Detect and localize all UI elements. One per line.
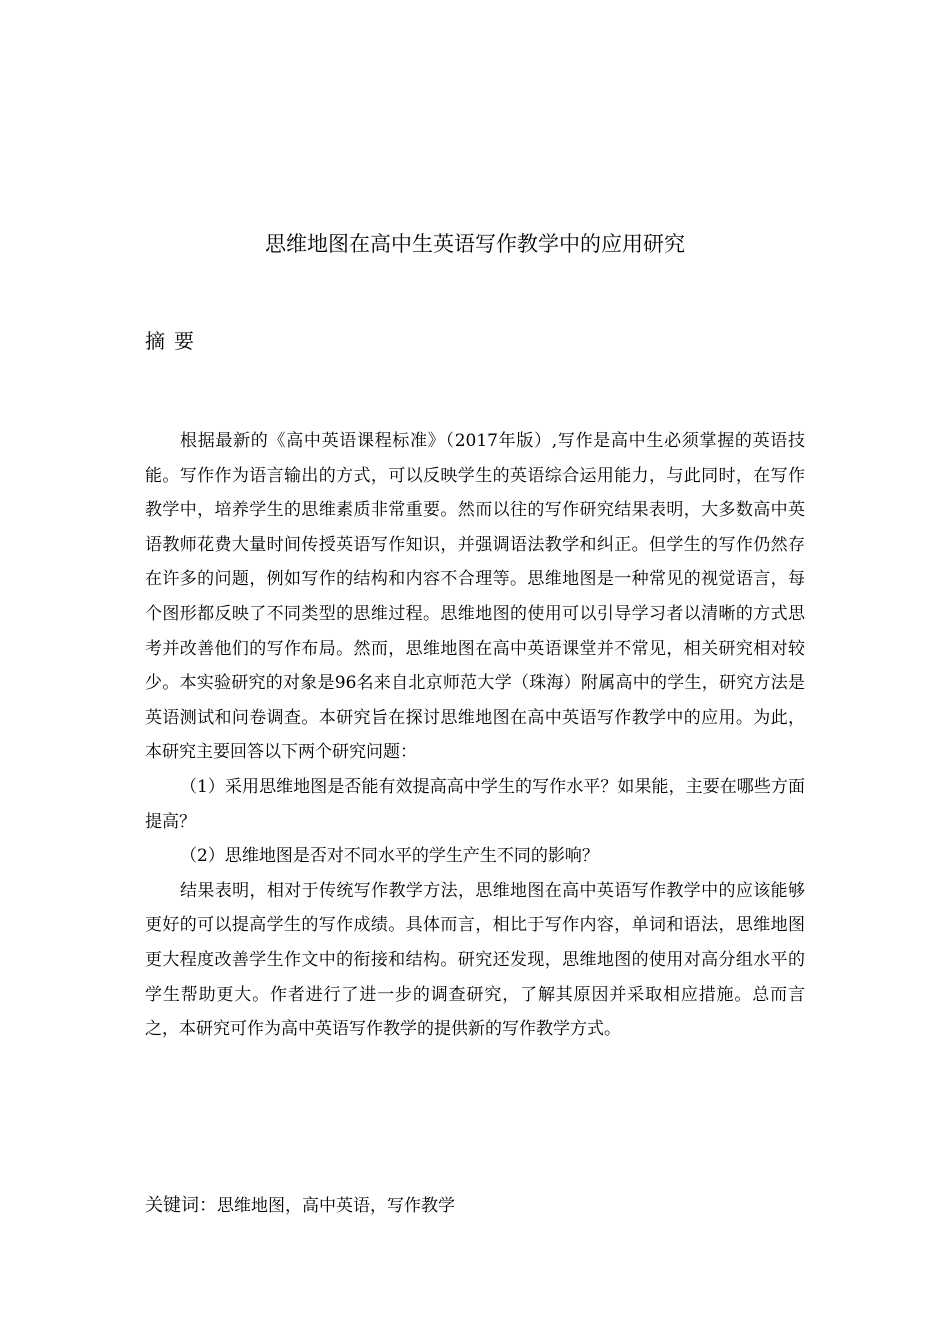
keywords-value: 思维地图，高中英语，写作教学: [217, 1196, 455, 1216]
abstract-heading: 摘要: [145, 329, 203, 353]
research-question-2: （2）思维地图是否对不同水平的学生产生不同的影响？: [180, 846, 599, 867]
keywords-line: [145, 1191, 455, 1221]
page-title: 思维地图在高中生英语写作教学中的应用研究: [265, 232, 685, 256]
abstract-paragraph: 根据最新的《高中英语课程标准》（2017年版）,写作是高中生必须掌握的英语技能。写作作为语言输出的方式，可以反映学生的英语综合运用能力，与此同时，在写作教学中，培养学生的思维素质非常重要。然而以往的写作研究结果表明，大多数高中英语教师花费大量时间传授英语写作知识，并强调语法教学和纠正。但学生的写作仍然存在许多的问题，例如写作的结构和内容不合理等。思维地图是一种常见的视觉语言，每个图形都反映了不同类型的思维过程。思维地图的使用可以引导学习者以清晰的方式思考并改善他们的写作布局。然而，思维地图在高中英语课堂并不常见，相关研究相对较少。本实验研究的对象是96名来自北京师范大学（珠海）附属高中的学生，研究方法是英语测试和问卷调查。本研究旨在探讨思维地图在高中英语写作教学中的应用。为此，本研究主要回答以下两个研究问题：: [145, 431, 805, 763]
keywords-label: 关键词：: [145, 1195, 217, 1216]
results-paragraph: 结果表明，相对于传统写作教学方法，思维地图在高中英语写作教学中的应该能够更好的可以提高学生的写作成绩。具体而言，相比于写作内容，单词和语法，思维地图更大程度改善学生作文中的衔接和结构。研究还发现，思维地图的使用对高分组水平的学生帮助更大。作者进行了进一步的调查研究，了解其原因并采取相应措施。总而言之，本研究可作为高中英语写作教学的提供新的写作教学方式。: [145, 880, 805, 1040]
research-question-1: （1）采用思维地图是否能有效提高高中学生的写作水平？如果能，主要在哪些方面提高？: [145, 776, 805, 832]
abstract-body: [145, 424, 805, 1047]
